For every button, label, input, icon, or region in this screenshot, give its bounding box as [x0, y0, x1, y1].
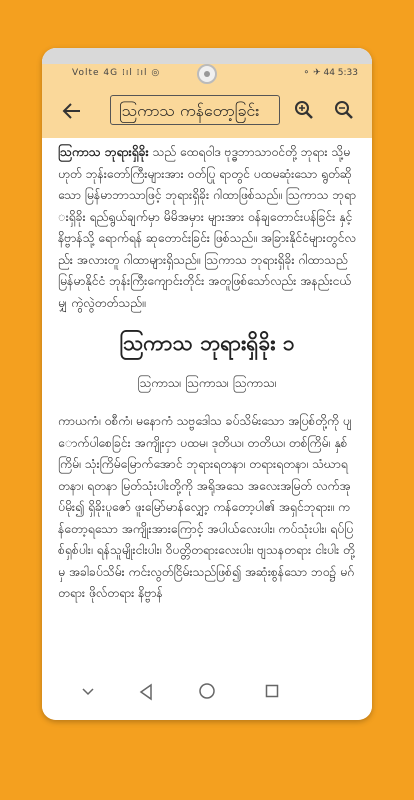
system-nav-bar	[42, 668, 372, 720]
page-title: ဩကာသ ကန်တော့ခြင်း	[110, 95, 280, 125]
app-bar	[42, 84, 372, 138]
phone-frame	[42, 48, 372, 720]
intro-paragraph	[58, 142, 356, 314]
body-paragraph: ကာယကံ၊ ဝစီကံ၊ မနောကံ သဗ္ဗဒေါသ ခပ်သိမ်းသော အပြစ်တို့ကို ပျောက်ပါစေခြင်း အကျိုးငှာ ပထမ၊ ဒုတိယ၊ တတိယ၊ တစ်ကြိမ်၊ နှစ်ကြိမ်၊ သုံးကြိမ်မြောက်အောင် ဘုရားရတနာ၊ တရားရတနာ၊ သံဃာရတနာ၊ ရတနာ မြတ်သုံးပါးတို့ကို အရိုအသေ အလေးအမြတ် လက်အုပ်မိုး၍ ရှိခိုးပူဇော် ဖူးမြော်မာန်လျှော့ ကန်တော့ပါ၏ အရှင်ဘုရား။ ကန်တော့ရသော အကျိုးအားကြောင့် အပါယ်လေးပါး၊ ကပ်သုံးပါး၊ ရပ်ပြစ်ရှစ်ပါး၊ ရန်သူမျိုးငါးပါး၊ ဝိပတ္တိတရားလေးပါး၊ ဗျသနတရား ငါးပါး တို့မှ အခါခပ်သိမ်း ကင်းလွတ်ငြိမ်းသည်ဖြစ်၍ အဆုံးစွန်သော ဘဝ၌ မဂ်တရား ဖိုလ်တရား နိဗ္ဗာန်	[58, 414, 355, 600]
camera-icon	[197, 64, 217, 84]
triangle-back-icon	[137, 682, 155, 702]
zoom-in-icon	[292, 98, 316, 122]
phone-bezel	[42, 48, 372, 64]
intro-bold: ဩကာသ ဘုရားရှိခိုး	[58, 145, 149, 159]
section-heading: ဩကာသ ဘုရားရှိခိုး ၁	[119, 331, 295, 355]
nav-back-button[interactable]	[137, 682, 155, 702]
nav-chevron-button[interactable]	[80, 684, 96, 700]
intro-text: သည် ထေရဝါဒ ဗုဒ္ဓဘာသာဝင်တို့ ဘုရား သို့မဟုတ် ဘုန်းတော်ကြီးများအား ဝတ်ပြု ရာတွင် ပထမဆုံးသော ရွတ်ဆိုသော မြန်မာဘာသာဖြင့် ဘုရားရှိခိုး ဂါထာဖြစ်သည်။ ဩကာသ ဘုရားရှိခိုး ရည်ရွယ်ချက်မှာ မိမိအမှား များအား ဝန်ချတောင်းပန်ခြင်း နှင့် နိဗ္ဗာန်သို့ ရောက်ရန် ဆုတောင်းခြင်း ဖြစ်သည်။ အခြားနိုင်ငံများတွင်လည်း အလားတူ ဂါထာများရှိသည်။ ဩကာသ ဘုရားရှိခိုး ဂါထာသည် မြန်မာနိုင်ငံ ဘုန်းကြီးကျောင်းတိုင်း အတူဖြစ်သော်လည်း အနည်းငယ်မျှ ကွဲလွဲတတ်သည်။	[58, 145, 356, 310]
zoom-in-button[interactable]	[292, 98, 316, 122]
zoom-out-icon	[332, 98, 356, 122]
nav-home-button[interactable]	[198, 682, 216, 700]
back-button[interactable]	[60, 99, 84, 123]
arrow-left-icon	[60, 99, 84, 123]
chevron-down-icon	[80, 684, 96, 700]
status-right: ⚬ ✈ 44 5:33	[302, 68, 358, 78]
section-subheading: ဩကာသ၊ ဩကာသ၊ ဩကာသ၊	[137, 376, 277, 390]
article-content[interactable]	[42, 138, 372, 668]
square-recent-icon	[264, 683, 280, 699]
zoom-out-button[interactable]	[332, 98, 356, 122]
status-left: Volte 4G ⁞ıl ⁞ıl ◎	[72, 68, 161, 78]
nav-recent-button[interactable]	[264, 683, 280, 699]
circle-home-icon	[198, 682, 216, 700]
